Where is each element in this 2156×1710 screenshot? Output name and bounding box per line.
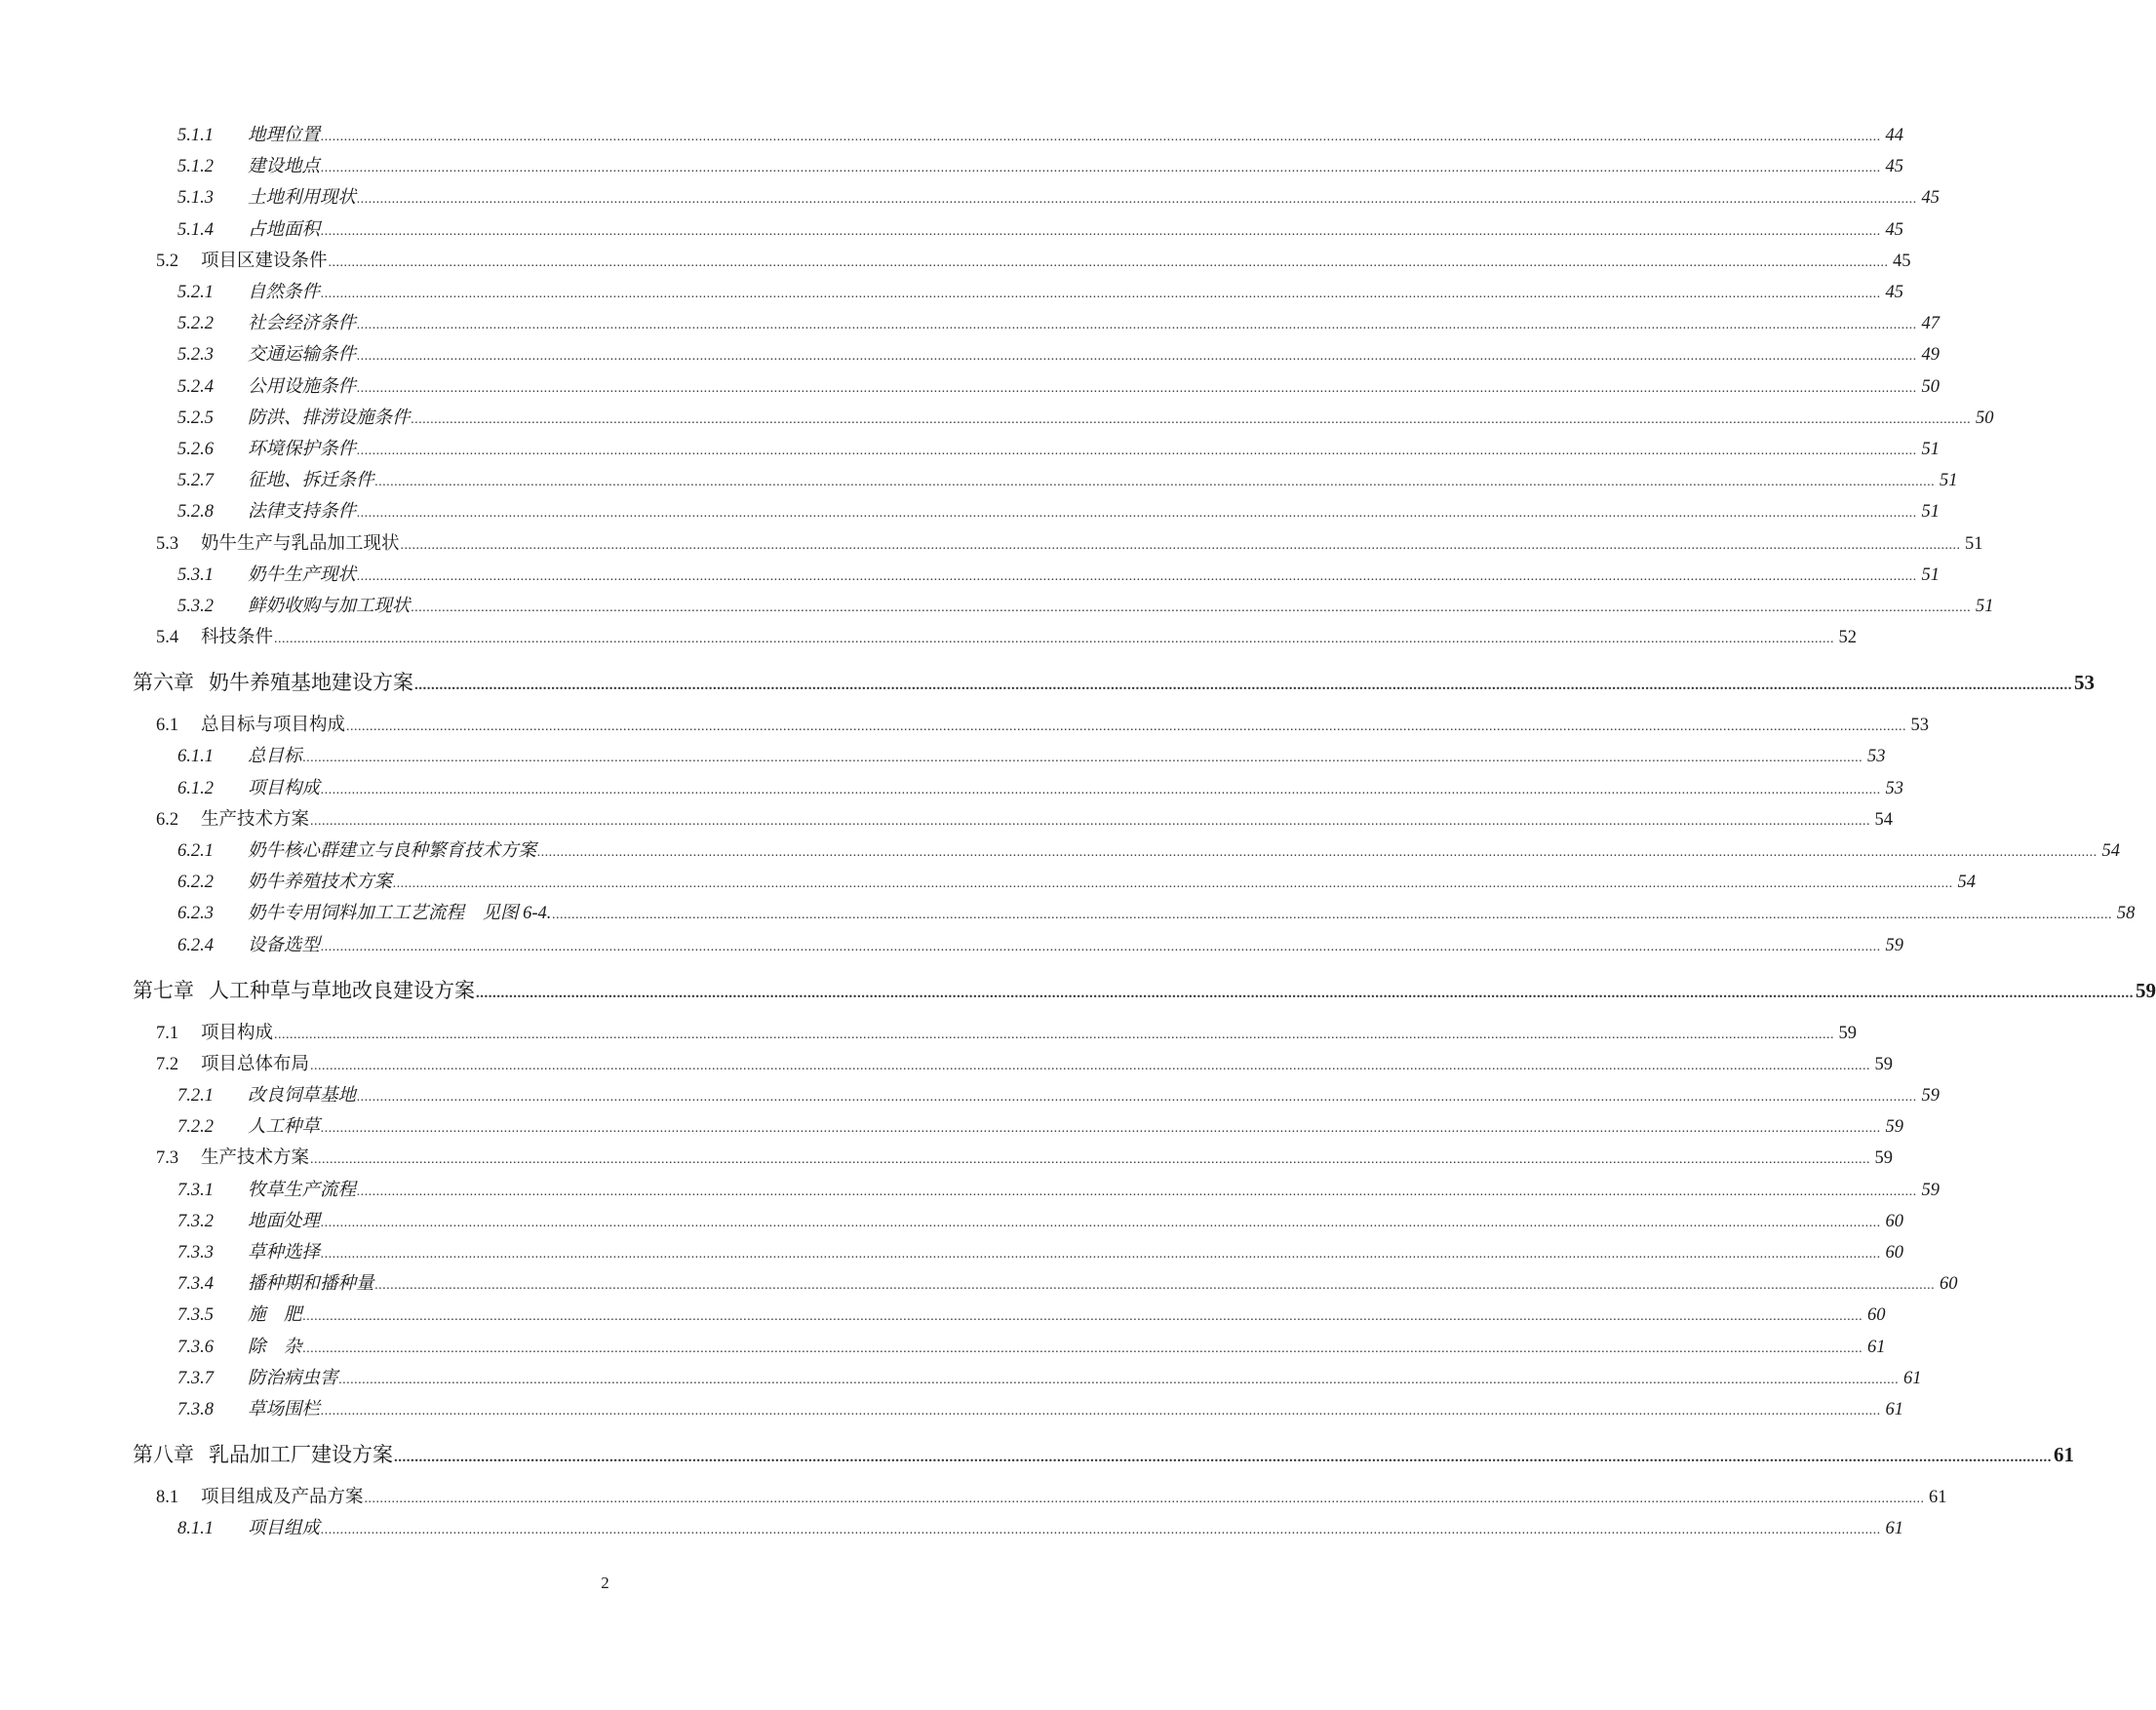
toc-number: 5.3.2 <box>177 597 214 616</box>
toc-entry[interactable] <box>177 152 1904 177</box>
toc-entry[interactable] <box>156 1483 1947 1508</box>
dot-leader: ................................................................................................................................................................................................................................................................................................................................................................................................................ <box>321 939 1882 954</box>
toc-number: 7.3.2 <box>177 1211 214 1231</box>
page-number: 2 <box>601 1574 609 1592</box>
toc-title: 自然条件 <box>248 283 321 302</box>
toc-subsection-row[interactable] <box>0 931 1904 956</box>
dot-leader: ................................................................................................................................................................................................................................................................................................................................................................................................................ <box>321 1404 1882 1419</box>
dot-leader: ................................................................................................................................................................................................................................................................................................................................................................................................................ <box>321 130 1882 144</box>
toc-entry[interactable] <box>177 372 1940 398</box>
toc-chapter-row[interactable] <box>0 667 2095 695</box>
toc-title: 项目组成 <box>248 1519 321 1539</box>
toc-subsection-row[interactable] <box>0 561 1940 586</box>
toc-title: 草场围栏 <box>248 1400 321 1419</box>
toc-entry[interactable] <box>177 1081 1940 1107</box>
toc-entry[interactable] <box>177 340 1940 366</box>
dot-leader: ................................................................................................................................................................................................................................................................................................................................................................................................................ <box>274 1027 1835 1042</box>
dot-leader: ................................................................................................................................................................................................................................................................................................................................................................................................................ <box>414 678 2072 694</box>
toc-number: 7.1 <box>156 1023 179 1043</box>
toc-entry[interactable] <box>177 466 1958 491</box>
toc-entry[interactable] <box>177 1395 1904 1420</box>
dot-leader: ................................................................................................................................................................................................................................................................................................................................................................................................................ <box>357 380 1918 396</box>
toc-number: 7.3.8 <box>177 1400 214 1419</box>
dot-leader: ................................................................................................................................................................................................................................................................................................................................................................................................................ <box>393 876 1954 892</box>
toc-entry[interactable] <box>156 623 1858 648</box>
toc-title: 牧草生产流程 <box>248 1180 357 1200</box>
dot-leader: ................................................................................................................................................................................................................................................................................................................................................................................................................ <box>310 813 1871 829</box>
toc-subsection-row[interactable] <box>0 372 1940 398</box>
toc-page-number: 51 <box>1921 440 1940 459</box>
toc-subsection-row[interactable] <box>0 497 1940 523</box>
toc-subsection-row[interactable] <box>0 278 1904 303</box>
toc-page-number: 60 <box>1867 1305 1886 1326</box>
toc-title: 草种选择 <box>248 1243 321 1263</box>
toc-number: 8.1 <box>156 1488 179 1507</box>
dot-leader: ................................................................................................................................................................................................................................................................................................................................................................................................................ <box>321 161 1882 176</box>
toc-title: 总目标与项目构成 <box>201 716 346 736</box>
toc-page-number: 52 <box>1838 628 1858 648</box>
toc-page-number: 45 <box>1885 157 1904 177</box>
toc-number: 6.2.3 <box>177 904 214 924</box>
toc-page-number: 53 <box>2074 671 2095 695</box>
toc-entry[interactable] <box>133 975 2156 1004</box>
toc-subsection-row[interactable] <box>0 1364 1922 1389</box>
toc-title: 设备选型 <box>248 935 321 955</box>
toc-subsection-row[interactable] <box>0 1514 1904 1539</box>
toc-entry[interactable] <box>177 561 1940 586</box>
toc-page-number: 51 <box>1940 471 1958 491</box>
toc-page-number: 51 <box>1965 533 1983 554</box>
toc-title: 征地、拆迁条件 <box>248 471 374 491</box>
toc-title: 防洪、排涝设施条件 <box>248 408 411 428</box>
toc-number: 7.3.6 <box>177 1337 214 1357</box>
toc-page-number: 51 <box>1921 564 1940 585</box>
toc-entry[interactable] <box>177 1333 1886 1358</box>
dot-leader: ................................................................................................................................................................................................................................................................................................................................................................................................................ <box>357 568 1918 584</box>
toc-section-row[interactable] <box>0 1019 1858 1044</box>
dot-leader: ................................................................................................................................................................................................................................................................................................................................................................................................................ <box>357 506 1918 522</box>
toc-title: 总目标 <box>248 747 302 767</box>
dot-leader: ................................................................................................................................................................................................................................................................................................................................................................................................................ <box>357 192 1918 208</box>
toc-title: 项目构成 <box>248 778 321 798</box>
toc-number: 6.1.1 <box>177 747 214 767</box>
toc-page-number: 47 <box>1921 314 1940 334</box>
toc-page-number: 61 <box>1903 1368 1922 1388</box>
dot-leader: ................................................................................................................................................................................................................................................................................................................................................................................................................ <box>328 254 1889 270</box>
toc-number: 6.2 <box>156 809 179 830</box>
toc-page-number: 59 <box>1874 1054 1894 1074</box>
dot-leader: ................................................................................................................................................................................................................................................................................................................................................................................................................ <box>357 1090 1918 1105</box>
toc-entry[interactable] <box>156 1019 1858 1044</box>
toc-section-row[interactable] <box>0 711 1930 736</box>
toc-entry[interactable] <box>177 497 1940 523</box>
toc-page-number: 45 <box>1893 251 1911 271</box>
toc-entry[interactable] <box>177 1301 1886 1326</box>
dot-leader: ................................................................................................................................................................................................................................................................................................................................................................................................................ <box>364 1492 1925 1506</box>
toc-number: 6.1.2 <box>177 778 214 798</box>
toc-number: 7.3.7 <box>177 1368 214 1388</box>
dot-leader: ................................................................................................................................................................................................................................................................................................................................................................................................................ <box>321 1523 1882 1538</box>
toc-section-row[interactable] <box>0 623 1858 648</box>
toc-title: 地面处理 <box>248 1211 321 1231</box>
toc-title: 项目组成及产品方案 <box>201 1488 364 1507</box>
dot-leader: ................................................................................................................................................................................................................................................................................................................................................................................................................ <box>357 318 1918 333</box>
toc-title: 人工种草与草地改良建设方案 <box>209 978 475 1002</box>
toc-page-number: 60 <box>1885 1243 1904 1263</box>
toc-number: 5.2.6 <box>177 440 214 459</box>
toc-subsection-row[interactable] <box>0 1238 1904 1263</box>
toc-subsection-row[interactable] <box>0 121 1904 146</box>
toc-page-number: 45 <box>1921 188 1940 209</box>
toc-page-number: 44 <box>1885 126 1904 145</box>
dot-leader: ................................................................................................................................................................................................................................................................................................................................................................................................................ <box>357 444 1918 458</box>
toc-subsection-row[interactable] <box>0 1301 1886 1326</box>
toc-chapter-row[interactable] <box>0 975 2156 1002</box>
toc-entry[interactable] <box>177 1269 1958 1295</box>
dot-leader: ................................................................................................................................................................................................................................................................................................................................................................................................................ <box>274 632 1835 647</box>
toc-title: 公用设施条件 <box>248 376 357 397</box>
toc-entry[interactable] <box>177 435 1940 460</box>
dot-leader: ................................................................................................................................................................................................................................................................................................................................................................................................................ <box>321 782 1882 797</box>
toc-page-number: 54 <box>1957 873 1977 893</box>
dot-leader: ................................................................................................................................................................................................................................................................................................................................................................................................................ <box>302 1341 1863 1356</box>
toc-page-number: 50 <box>1976 408 1994 428</box>
toc-entry[interactable] <box>156 711 1930 736</box>
toc-entry[interactable] <box>133 667 2095 696</box>
toc-section-row[interactable] <box>0 1144 1894 1169</box>
toc-title: 生产技术方案 <box>201 1148 310 1169</box>
toc-page-number: 53 <box>1885 778 1904 798</box>
toc-subsection-row[interactable] <box>0 152 1904 177</box>
toc-title: 建设地点 <box>248 157 321 177</box>
toc-title: 法律支持条件 <box>248 502 357 523</box>
toc-number: 5.2.8 <box>177 502 214 523</box>
toc-title: 乳品加工厂建设方案 <box>209 1443 393 1466</box>
dot-leader: ................................................................................................................................................................................................................................................................................................................................................................................................................ <box>302 751 1863 766</box>
toc-page-number: 59 <box>2136 978 2156 1002</box>
toc-entry[interactable] <box>177 1514 1904 1539</box>
toc-number: 5.2.1 <box>177 283 214 302</box>
toc-page-number: 51 <box>1921 502 1940 523</box>
toc-number: 8.1.1 <box>177 1519 214 1539</box>
toc-entry[interactable] <box>177 1238 1904 1263</box>
toc-number: 5.1.2 <box>177 157 214 177</box>
dot-leader: ................................................................................................................................................................................................................................................................................................................................................................................................................ <box>374 475 1936 490</box>
toc-page-number: 59 <box>1874 1148 1894 1169</box>
toc-entry[interactable] <box>177 1112 1904 1138</box>
dot-leader: ................................................................................................................................................................................................................................................................................................................................................................................................................ <box>321 287 1882 301</box>
toc-title: 奶牛生产与乳品加工现状 <box>201 533 400 554</box>
toc-entry[interactable] <box>177 215 1904 241</box>
toc-subsection-row[interactable] <box>0 836 2121 862</box>
toc-page-number: 53 <box>1910 716 1930 736</box>
toc-page-number: 59 <box>1885 935 1904 955</box>
dot-leader: ................................................................................................................................................................................................................................................................................................................................................................................................................ <box>338 1372 1900 1387</box>
toc-title: 播种期和播种量 <box>248 1274 374 1295</box>
toc-page-number: 61 <box>1867 1337 1886 1357</box>
toc-page-number: 59 <box>1921 1180 1940 1200</box>
toc-page-number: 60 <box>1885 1211 1904 1231</box>
toc-entry[interactable] <box>177 742 1886 767</box>
dot-leader: ................................................................................................................................................................................................................................................................................................................................................................................................................ <box>321 1215 1882 1230</box>
toc-page-number: 51 <box>1976 597 1994 616</box>
toc-subsection-row[interactable] <box>0 1333 1886 1358</box>
toc-title: 改良饲草基地 <box>248 1086 357 1106</box>
toc-entry[interactable] <box>156 1050 1894 1075</box>
toc-subsection-row[interactable] <box>0 215 1904 241</box>
toc-subsection-row[interactable] <box>0 466 1958 491</box>
toc-entry[interactable] <box>156 529 1983 555</box>
dot-leader: ................................................................................................................................................................................................................................................................................................................................................................................................................ <box>537 845 2098 860</box>
dot-leader: ................................................................................................................................................................................................................................................................................................................................................................................................................ <box>476 985 2134 1001</box>
toc-number: 6.2.1 <box>177 841 214 861</box>
toc-subsection-row[interactable] <box>0 899 2136 924</box>
toc-title: 科技条件 <box>201 628 274 648</box>
toc-number: 7.3.1 <box>177 1180 214 1200</box>
toc-entry[interactable] <box>156 1144 1894 1169</box>
toc-section-row[interactable] <box>0 1050 1894 1075</box>
toc-title: 除 杂 <box>248 1337 302 1357</box>
toc-entry[interactable] <box>156 247 1911 272</box>
toc-title: 奶牛生产现状 <box>248 564 357 585</box>
toc-page-number: 50 <box>1921 376 1940 397</box>
toc-page-number: 61 <box>2054 1443 2074 1466</box>
toc-title: 占地面积 <box>248 219 321 240</box>
toc-entry[interactable] <box>177 774 1904 799</box>
toc-subsection-row[interactable] <box>0 309 1940 334</box>
toc-subsection-row[interactable] <box>0 1081 1940 1107</box>
toc-page-number: 54 <box>2101 841 2121 861</box>
toc-entry[interactable] <box>177 899 2136 924</box>
toc-title: 施 肥 <box>248 1305 302 1326</box>
dot-leader: ................................................................................................................................................................................................................................................................................................................................................................................................................ <box>400 537 1961 553</box>
toc-page-number: 61 <box>1885 1400 1904 1419</box>
toc-number: 第六章 <box>133 671 194 695</box>
toc-number: 5.2.5 <box>177 408 214 428</box>
toc-title: 土地利用现状 <box>248 188 357 209</box>
dot-leader: ................................................................................................................................................................................................................................................................................................................................................................................................................ <box>411 411 1972 427</box>
toc-number: 7.2 <box>156 1054 179 1074</box>
toc-number: 6.2.4 <box>177 935 214 955</box>
dot-leader: ................................................................................................................................................................................................................................................................................................................................................................................................................ <box>321 1247 1882 1262</box>
toc-number: 5.2.7 <box>177 471 214 491</box>
toc-entry[interactable] <box>177 868 1977 893</box>
toc-chapter-row[interactable] <box>0 1439 2074 1466</box>
toc-number: 第七章 <box>133 978 194 1002</box>
toc-number: 7.3.5 <box>177 1305 214 1326</box>
toc-subsection-row[interactable] <box>0 1176 1940 1201</box>
toc-subsection-row[interactable] <box>0 183 1940 209</box>
toc-number: 7.2.2 <box>177 1117 214 1138</box>
toc-page-number: 61 <box>1885 1519 1904 1539</box>
toc-entry[interactable] <box>177 1176 1940 1201</box>
toc-subsection-row[interactable] <box>0 1112 1904 1138</box>
toc-entry[interactable] <box>177 183 1940 209</box>
dot-leader: ................................................................................................................................................................................................................................................................................................................................................................................................................ <box>357 1184 1918 1199</box>
toc-number: 7.3.4 <box>177 1274 214 1295</box>
toc-subsection-row[interactable] <box>0 592 1994 617</box>
toc-entry[interactable] <box>177 309 1940 334</box>
toc-page-number: 45 <box>1885 283 1904 302</box>
toc-entry[interactable] <box>177 931 1904 956</box>
toc-title: 生产技术方案 <box>201 809 310 830</box>
dot-leader: ................................................................................................................................................................................................................................................................................................................................................................................................................ <box>321 1121 1882 1137</box>
toc-subsection-row[interactable] <box>0 1269 1958 1295</box>
toc-title: 项目区建设条件 <box>201 251 328 271</box>
toc-number: 7.2.1 <box>177 1086 214 1106</box>
toc-number: 5.1.3 <box>177 188 214 209</box>
toc-subsection-row[interactable] <box>0 774 1904 799</box>
toc-page-number: 53 <box>1867 747 1886 767</box>
toc-section-row[interactable] <box>0 247 1911 272</box>
dot-leader: ................................................................................................................................................................................................................................................................................................................................................................................................................ <box>552 908 2113 923</box>
toc-title: 交通运输条件 <box>248 345 357 366</box>
toc-number: 6.1 <box>156 716 179 736</box>
toc-entry[interactable] <box>133 1439 2074 1468</box>
toc-number: 第八章 <box>133 1443 194 1466</box>
toc-section-row[interactable] <box>0 805 1894 831</box>
toc-title: 奶牛养殖基地建设方案 <box>209 671 413 695</box>
toc-number: 5.3 <box>156 533 179 554</box>
toc-number: 5.2 <box>156 251 179 271</box>
toc-number: 5.2.3 <box>177 345 214 366</box>
toc-subsection-row[interactable] <box>0 1207 1904 1232</box>
toc-number: 7.3.3 <box>177 1243 214 1263</box>
toc-subsection-row[interactable] <box>0 742 1886 767</box>
toc-entry[interactable] <box>177 592 1994 617</box>
toc-number: 6.2.2 <box>177 873 214 893</box>
toc-number: 5.3.1 <box>177 564 214 585</box>
toc-page-number: 49 <box>1921 345 1940 366</box>
toc-subsection-row[interactable] <box>0 868 1977 893</box>
dot-leader: ................................................................................................................................................................................................................................................................................................................................................................................................................ <box>310 1152 1871 1168</box>
toc-number: 5.2.4 <box>177 376 214 397</box>
toc-number: 5.1.4 <box>177 219 214 240</box>
toc-title: 奶牛核心群建立与良种繁育技术方案 <box>248 841 537 861</box>
toc-title: 奶牛专用饲料加工工艺流程 见图 6-4. <box>248 904 552 924</box>
toc-title: 防治病虫害 <box>248 1368 338 1388</box>
dot-leader: ................................................................................................................................................................................................................................................................................................................................................................................................................ <box>302 1309 1863 1325</box>
dot-leader: ................................................................................................................................................................................................................................................................................................................................................................................................................ <box>394 1450 2052 1465</box>
toc-number: 5.1.1 <box>177 126 214 145</box>
toc-title: 环境保护条件 <box>248 440 357 459</box>
toc-page-number: 45 <box>1885 219 1904 240</box>
toc-section-row[interactable] <box>0 529 1983 555</box>
dot-leader: ................................................................................................................................................................................................................................................................................................................................................................................................................ <box>411 601 1972 615</box>
toc-entry[interactable] <box>177 278 1904 303</box>
toc-number: 7.3 <box>156 1148 179 1169</box>
dot-leader: ................................................................................................................................................................................................................................................................................................................................................................................................................ <box>310 1058 1871 1073</box>
toc-title: 项目总体布局 <box>201 1054 310 1074</box>
toc-section-row[interactable] <box>0 1483 1947 1508</box>
toc-page-number: 60 <box>1940 1274 1958 1295</box>
dot-leader: ................................................................................................................................................................................................................................................................................................................................................................................................................ <box>374 1278 1936 1294</box>
toc-number: 5.2.2 <box>177 314 214 334</box>
toc-page-number: 61 <box>1929 1488 1947 1507</box>
toc-subsection-row[interactable] <box>0 340 1940 366</box>
toc-title: 社会经济条件 <box>248 314 357 334</box>
toc-entry[interactable] <box>177 836 2121 862</box>
toc-page-number: 58 <box>2116 904 2136 924</box>
dot-leader: ................................................................................................................................................................................................................................................................................................................................................................................................................ <box>346 719 1907 735</box>
toc-subsection-row[interactable] <box>0 1395 1904 1420</box>
toc-page-number: 59 <box>1838 1023 1858 1043</box>
toc-entry[interactable] <box>177 1364 1922 1389</box>
toc-page-number: 59 <box>1885 1117 1904 1138</box>
toc-page-number: 54 <box>1874 809 1894 830</box>
toc-entry[interactable] <box>156 805 1894 831</box>
toc-title: 项目构成 <box>201 1023 274 1043</box>
dot-leader: ................................................................................................................................................................................................................................................................................................................................................................................................................ <box>357 349 1918 365</box>
toc-entry[interactable] <box>177 404 1994 429</box>
dot-leader: ................................................................................................................................................................................................................................................................................................................................................................................................................ <box>321 223 1882 239</box>
toc-subsection-row[interactable] <box>0 435 1940 460</box>
toc-title: 人工种草 <box>248 1117 321 1138</box>
toc-subsection-row[interactable] <box>0 404 1994 429</box>
toc-page-number: 59 <box>1921 1086 1940 1106</box>
toc-entry[interactable] <box>177 1207 1904 1232</box>
toc-title: 鲜奶收购与加工现状 <box>248 597 411 616</box>
toc-title: 奶牛养殖技术方案 <box>248 873 393 893</box>
toc-entry[interactable] <box>177 121 1904 146</box>
toc-title: 地理位置 <box>248 126 321 145</box>
toc-number: 5.4 <box>156 628 179 648</box>
